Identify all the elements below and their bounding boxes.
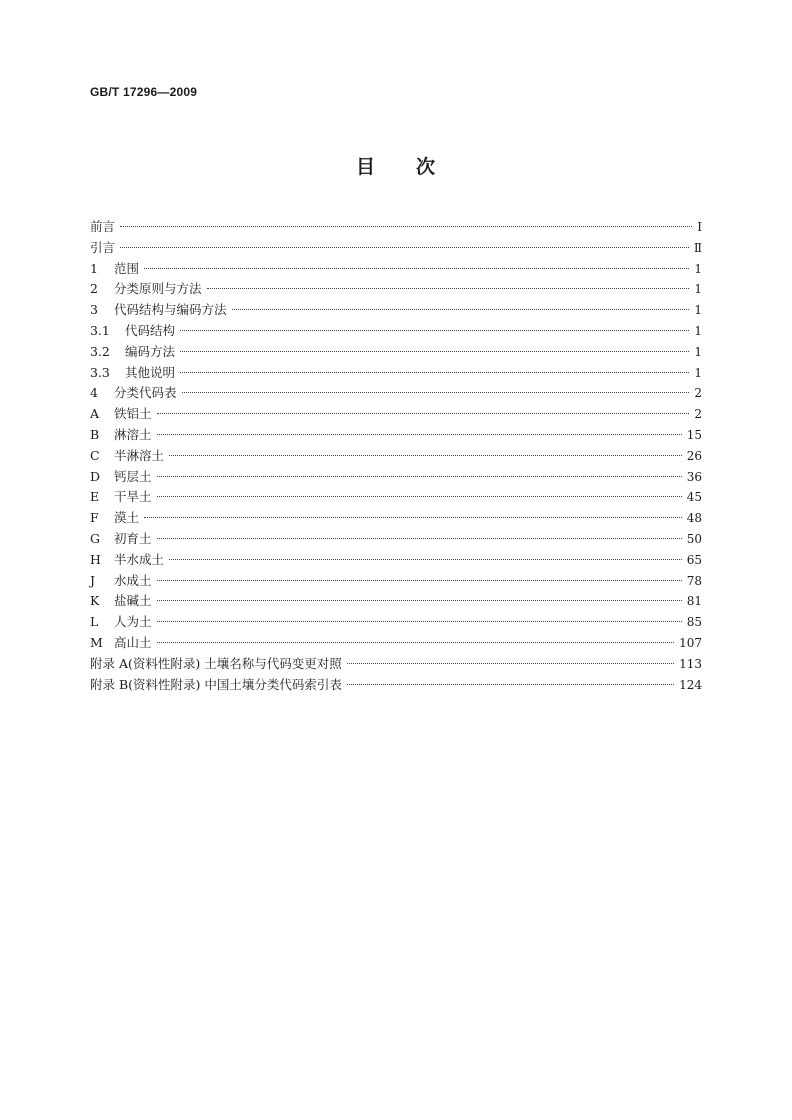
toc-entry-label: 范围 [114,260,140,276]
toc-entry[interactable] [90,342,702,363]
toc-entry[interactable] [90,675,702,696]
toc-entry[interactable] [90,404,702,425]
toc-entry-label: 分类原则与方法 [114,281,202,297]
toc-entry-label: 盐碱土 [114,593,152,609]
toc-entry-number: H [90,551,101,567]
toc-entry-page: 1 [694,365,702,380]
toc-entry-label: 半水成土 [114,551,165,567]
toc-dot-leader [169,559,682,560]
toc-entry-number: 3.1 [90,322,110,338]
toc-entry-number: K [90,593,100,609]
toc-entry-page: 78 [686,573,702,588]
toc-entry[interactable] [90,217,702,238]
toc-entry[interactable] [90,446,702,467]
toc-entry-label: 漠土 [114,510,140,526]
toc-dot-leader [180,351,689,352]
toc-entry[interactable] [90,300,702,321]
toc-entry-label: 代码结构 [125,322,176,338]
toc-dot-leader [157,538,682,539]
toc-entry-page: 1 [694,323,702,338]
toc-entry-number: L [90,614,99,630]
toc-entry[interactable] [90,238,702,259]
toc-dot-leader [347,684,674,685]
toc-dot-leader [169,455,682,456]
toc-entry-page: 15 [686,427,702,442]
toc-entry-number: E [90,489,100,505]
toc-dot-leader [157,476,682,477]
toc-entry-page: Ⅰ [697,220,702,234]
toc-entry-number: F [90,510,99,526]
toc-entry-label: 人为土 [114,614,152,630]
toc-entry-number: 3.3 [90,364,110,380]
toc-entry[interactable] [90,529,702,550]
toc-entry[interactable] [90,321,702,342]
toc-entry[interactable] [90,383,702,404]
toc-entry[interactable] [90,467,702,488]
toc-entry-page: 107 [679,635,702,650]
toc-entry-page: 50 [686,531,702,546]
toc-entry[interactable] [90,654,702,675]
toc-entry-label: 水成土 [114,572,152,588]
toc-entry-label: 附录 A(资料性附录) 土壤名称与代码变更对照 [90,655,342,671]
toc-entry-page: 2 [694,386,702,401]
page-title-part1: 目 [355,156,376,178]
toc-entry-number: 4 [90,385,98,401]
toc-entry-label: 铁铝土 [114,406,152,422]
toc-entry-label: 初育土 [114,530,152,546]
toc-entry-page: 1 [694,344,702,359]
toc-entry-label: 半淋溶土 [114,447,165,463]
toc-entry-page: Ⅱ [693,240,702,255]
toc-entry-label: 引言 [90,239,116,255]
toc-entry-number: M [90,634,103,650]
toc-entry-label: 前言 [90,219,116,234]
toc-dot-leader [182,392,690,393]
toc-entry-page: 36 [686,469,702,484]
toc-entry-label: 淋溶土 [114,426,152,442]
toc-entry-number: C [90,447,100,463]
toc-entry-number: D [90,468,101,484]
toc-dot-leader [157,580,682,581]
toc-dot-leader [157,642,675,643]
page-title [0,152,792,179]
toc-entry[interactable] [90,550,702,571]
toc-entry-number: 1 [90,260,98,276]
toc-dot-leader [157,434,682,435]
toc-entry-page: 48 [686,511,702,526]
toc-entry[interactable] [90,612,702,633]
toc-entry-label: 附录 B(资料性附录) 中国土壤分类代码索引表 [90,676,342,692]
toc-entry-page: 124 [679,677,702,692]
toc-entry-page: 1 [694,282,702,297]
toc-entry-page: 2 [694,407,702,422]
toc-dot-leader [144,517,682,518]
toc-entry-label: 钙层土 [114,468,152,484]
toc-entry[interactable] [90,279,702,300]
toc-dot-leader [157,621,682,622]
toc-entry-number: J [90,572,96,588]
toc-dot-leader [144,268,689,269]
toc-entry-page: 85 [686,615,702,630]
toc-dot-leader [157,413,690,414]
toc-entry-number: B [90,426,100,442]
toc-entry[interactable] [90,508,702,529]
table-of-contents [90,217,702,695]
toc-entry-number: G [90,530,100,546]
toc-entry[interactable] [90,363,702,384]
toc-entry-number: 3.2 [90,343,110,359]
toc-entry-number: 2 [90,281,98,297]
toc-dot-leader [157,496,682,497]
toc-entry[interactable] [90,633,702,654]
toc-entry-label: 干旱土 [114,489,152,505]
toc-dot-leader [120,247,689,248]
toc-entry-label: 高山土 [114,634,152,650]
toc-entry[interactable] [90,425,702,446]
toc-entry-number: 3 [90,302,98,318]
toc-dot-leader [120,226,692,227]
toc-entry-label: 编码方法 [125,343,176,359]
toc-dot-leader [207,288,690,289]
toc-entry-page: 45 [686,490,702,505]
toc-entry-page: 26 [686,448,702,463]
page-title-part2: 次 [416,156,437,178]
toc-dot-leader [347,663,674,664]
toc-entry[interactable] [90,571,702,592]
toc-entry-page: 1 [694,303,702,318]
toc-entry-page: 65 [686,552,702,567]
toc-entry[interactable] [90,259,702,280]
toc-entry-number: A [90,406,100,422]
toc-dot-leader [180,330,689,331]
toc-dot-leader [180,372,689,373]
standard-code: GB/T 17296—2009 [90,85,198,99]
toc-entry[interactable] [90,487,702,508]
toc-entry-label: 分类代码表 [114,385,177,401]
toc-entry-label: 代码结构与编码方法 [114,302,227,318]
toc-entry-page: 1 [694,261,702,276]
toc-dot-leader [157,600,682,601]
toc-entry-label: 其他说明 [125,364,176,380]
toc-entry-page: 113 [679,656,702,671]
toc-dot-leader [232,309,690,310]
toc-entry[interactable] [90,591,702,612]
toc-entry-page: 81 [686,594,702,609]
